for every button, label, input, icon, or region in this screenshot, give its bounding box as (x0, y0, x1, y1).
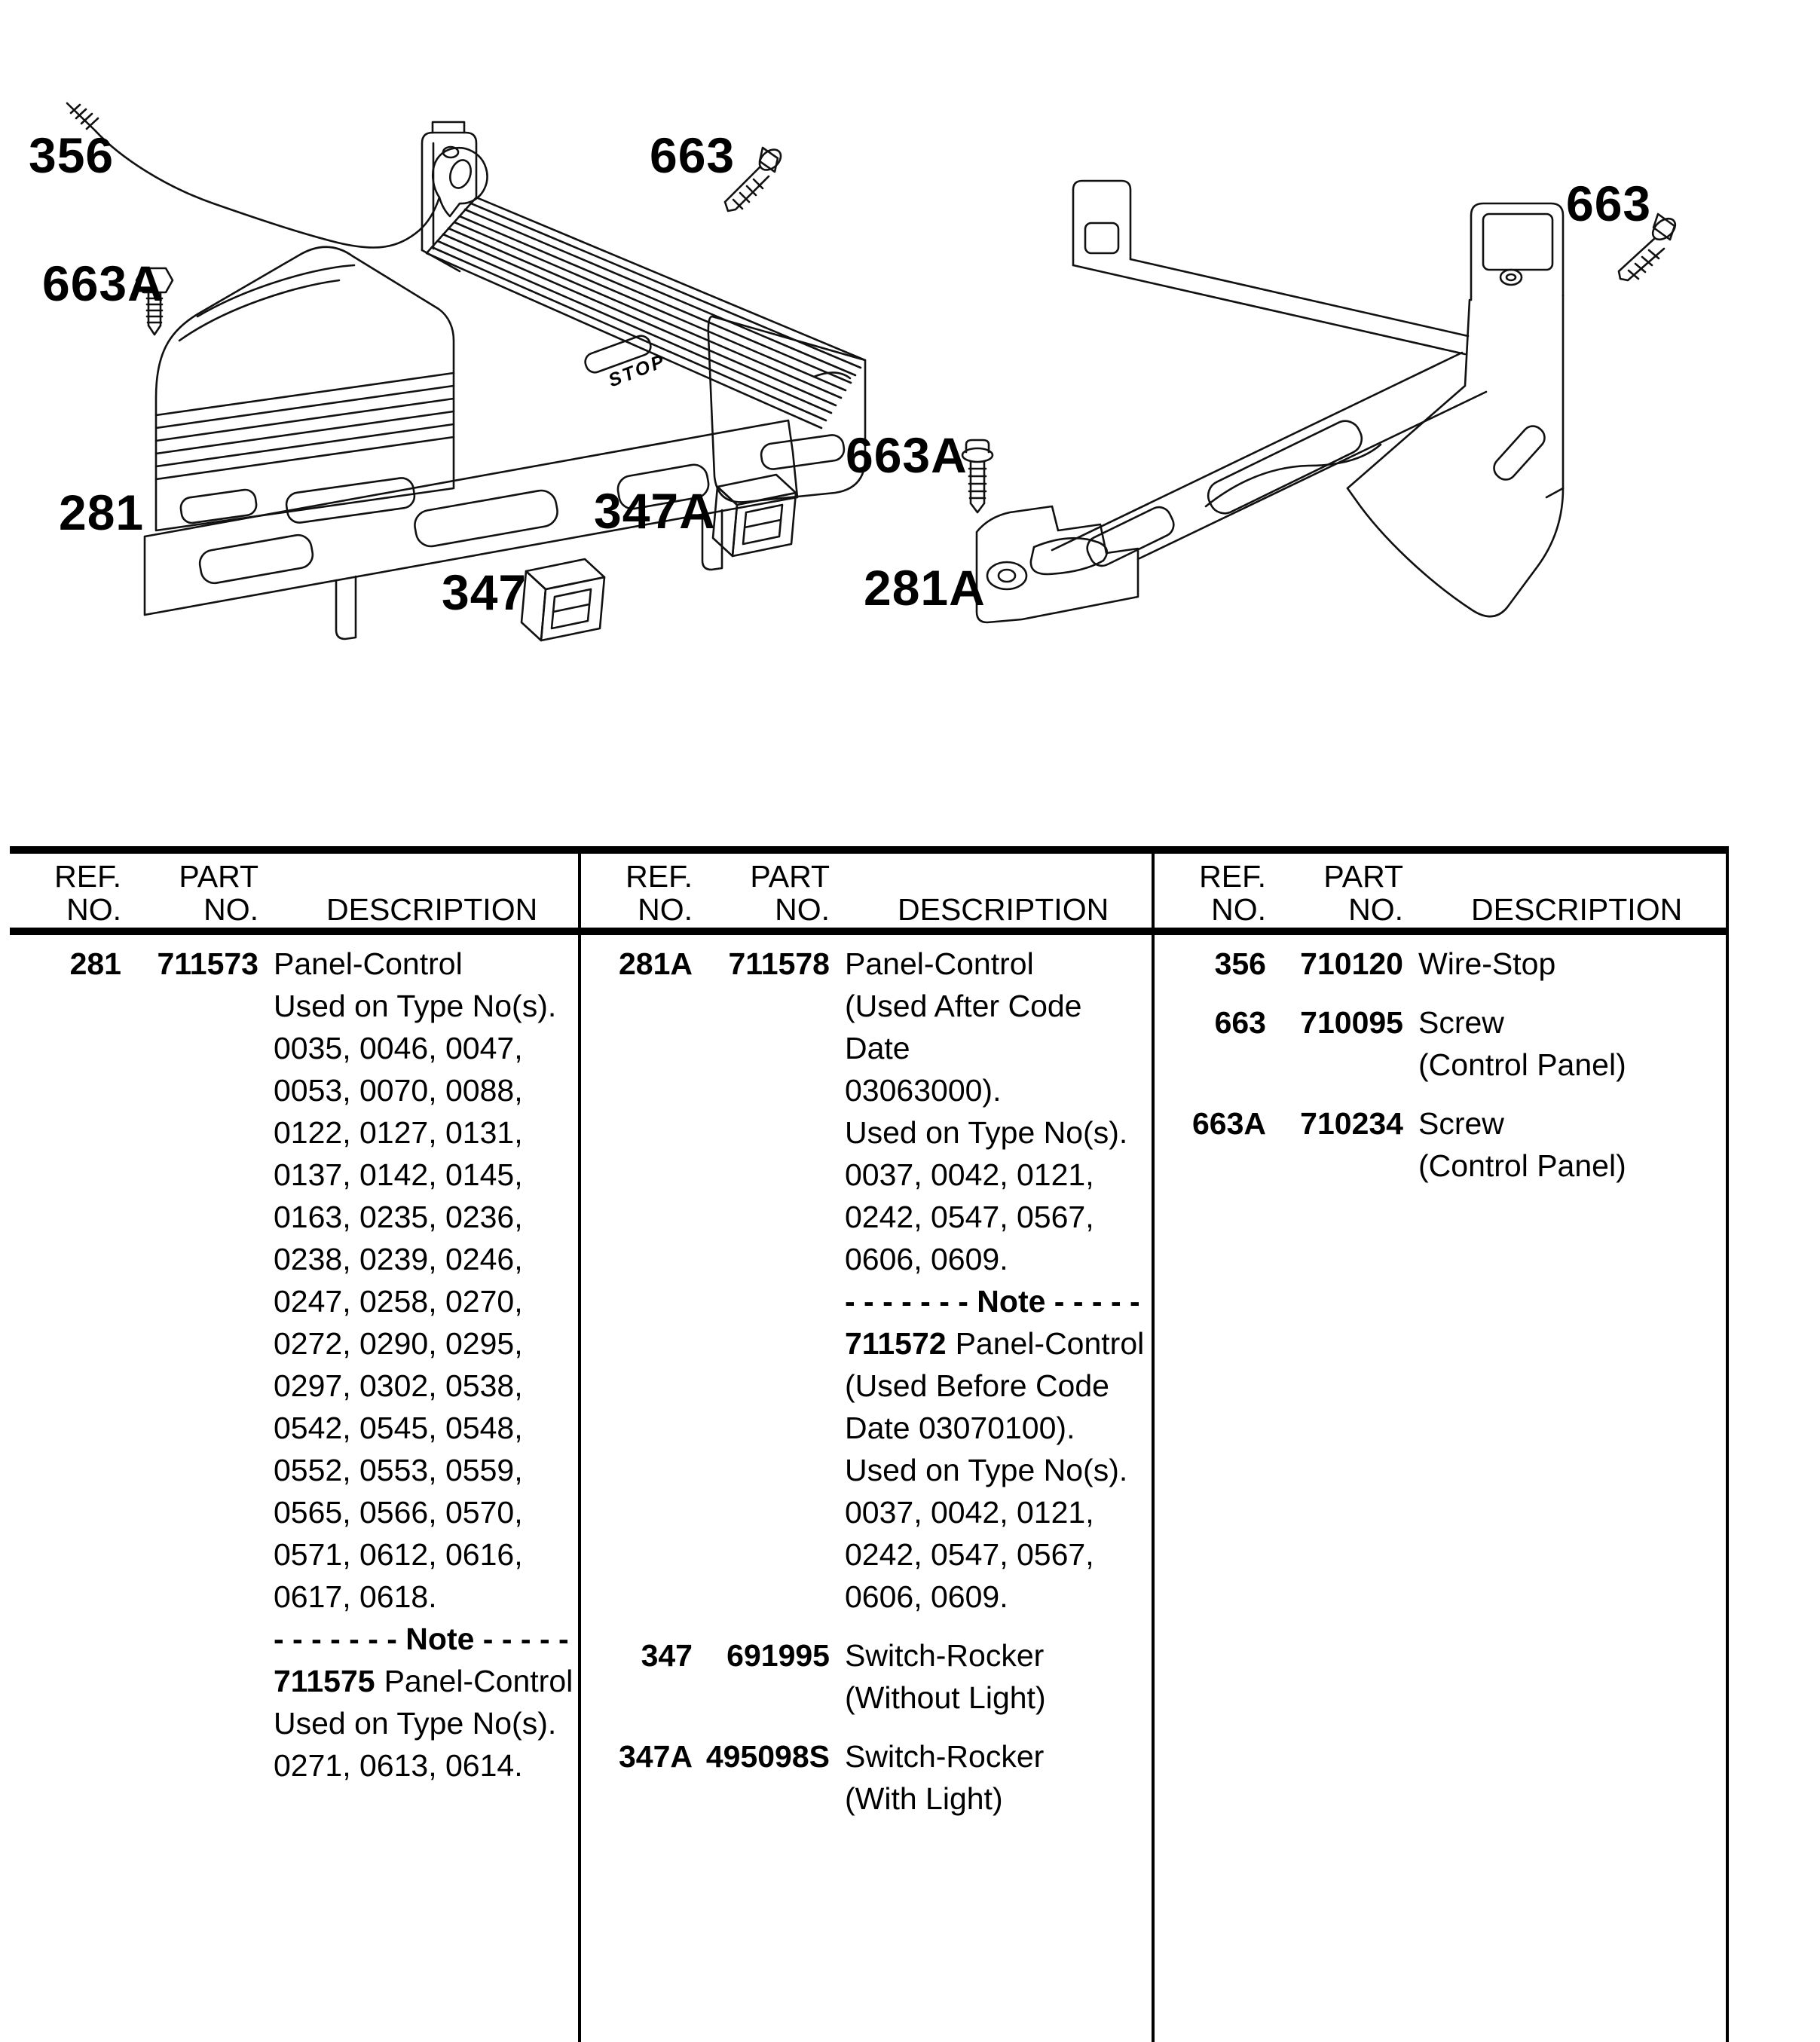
part-no (1266, 1044, 1403, 1086)
description-text: 0053, 0070, 0088, (274, 1073, 523, 1108)
table-row (581, 1154, 1152, 1196)
part-no (121, 1407, 258, 1449)
description-bold: 711572 (845, 1326, 947, 1361)
description (274, 1702, 578, 1744)
part-no-header: NO. (775, 892, 830, 927)
description-text: 0035, 0046, 0047, (274, 1031, 523, 1065)
table-row (10, 985, 578, 1027)
description-text: 0606, 0609. (845, 1242, 1008, 1276)
part-no (693, 1365, 830, 1407)
parts-table-column-1 (10, 854, 581, 2042)
ref-no (10, 1407, 121, 1449)
ref-no: 347 (641, 1638, 693, 1673)
ref-no (581, 1238, 693, 1280)
description (1418, 1001, 1726, 1044)
part-no (693, 1407, 830, 1449)
ref-no (10, 985, 121, 1027)
description-text: Panel-Control (955, 1326, 1145, 1361)
ref-no (10, 1702, 121, 1744)
part-no: 711573 (157, 946, 258, 981)
description-text: 0542, 0545, 0548, (274, 1411, 523, 1445)
parts-table-column-3 (1155, 854, 1729, 2042)
table-row (10, 1280, 578, 1322)
part-no-header: PART (179, 859, 258, 894)
part-no (121, 1744, 258, 1787)
table-row (10, 1449, 578, 1491)
description (845, 1407, 1152, 1449)
ref-no (581, 1491, 693, 1533)
part-no: 691995 (726, 1638, 830, 1673)
description (274, 1154, 578, 1196)
table-row (581, 1322, 1152, 1365)
table-row (581, 1111, 1152, 1154)
ref-no-header: NO. (66, 892, 121, 927)
part-no (693, 1533, 830, 1576)
description-text: Screw (1418, 1106, 1504, 1141)
ref-no (581, 1069, 693, 1111)
ref-no (10, 1449, 121, 1491)
description (845, 943, 1152, 985)
description (274, 1618, 578, 1660)
ref-no (581, 1196, 693, 1238)
ref-no (10, 1196, 121, 1238)
description (274, 1280, 578, 1322)
description-header: DESCRIPTION (326, 892, 538, 927)
column-body (581, 935, 1152, 1820)
table-row (1155, 1001, 1726, 1044)
table-row (581, 1533, 1152, 1576)
table-row (581, 1407, 1152, 1449)
part-no: 495098S (705, 1739, 830, 1774)
part-no: 711578 (728, 946, 830, 981)
part-no (121, 1069, 258, 1111)
description (274, 1238, 578, 1280)
description (1418, 1145, 1726, 1187)
part-no (121, 1322, 258, 1365)
table-row (581, 1576, 1152, 1618)
ref-label-663-right: 663 (1566, 176, 1652, 231)
part-no (121, 1238, 258, 1280)
part-no (693, 1111, 830, 1154)
part-no (121, 1027, 258, 1069)
description-text: 0571, 0612, 0616, (274, 1537, 523, 1572)
part-no (693, 1069, 830, 1111)
description-text: Used on Type No(s). (274, 989, 557, 1023)
description-text: Switch-Rocker (845, 1739, 1045, 1774)
description (845, 1196, 1152, 1238)
description-text: (Without Light) (845, 1680, 1046, 1715)
table-row (10, 1365, 578, 1407)
ref-no-header: REF. (1199, 859, 1266, 894)
description (274, 1449, 578, 1491)
part-no (121, 1618, 258, 1660)
description (845, 1677, 1152, 1719)
ref-no (581, 1280, 693, 1322)
description (845, 1491, 1152, 1533)
part-no (121, 1280, 258, 1322)
control-panel-281a-drawing (1052, 353, 1486, 570)
description (845, 1449, 1152, 1491)
description (845, 1634, 1152, 1677)
part-no (1266, 1145, 1403, 1187)
bracket-281a-drawing (977, 506, 1138, 622)
table-row (581, 1491, 1152, 1533)
table-row (581, 1069, 1152, 1111)
table-row (10, 1196, 578, 1238)
part-no (121, 1702, 258, 1744)
description (274, 1744, 578, 1787)
table-row (581, 943, 1152, 985)
ref-no (1155, 1145, 1266, 1187)
description (1418, 943, 1726, 985)
back-plate-right-drawing (1347, 295, 1563, 616)
table-row (1155, 1145, 1726, 1187)
description-header: DESCRIPTION (898, 892, 1109, 927)
column-header (10, 854, 578, 935)
description (274, 1491, 578, 1533)
description (274, 1660, 578, 1702)
ref-no (1155, 1044, 1266, 1086)
ref-no (581, 1533, 693, 1576)
ref-no-header: NO. (638, 892, 693, 927)
description-text: Date 03070100). (845, 1411, 1075, 1445)
column-header (581, 854, 1152, 935)
ref-label-281: 281 (59, 485, 145, 540)
table-row (581, 1634, 1152, 1677)
ref-no (581, 1154, 693, 1196)
description (845, 1111, 1152, 1154)
ref-no: 663A (1191, 1106, 1266, 1141)
description-text: (Used After Code Date (845, 989, 1082, 1065)
description-text: 0606, 0609. (845, 1579, 1008, 1614)
part-no (693, 1449, 830, 1491)
table-row (10, 1027, 578, 1069)
ref-no (10, 1660, 121, 1702)
description-text: Used on Type No(s). (274, 1706, 557, 1741)
description (274, 1027, 578, 1069)
ref-label-663a-right: 663A (846, 427, 968, 483)
description-text: Panel-Control (845, 946, 1034, 981)
switch-rocker-with-light-drawing (713, 475, 796, 556)
description-text: 0272, 0290, 0295, (274, 1326, 523, 1361)
table-row (10, 1154, 578, 1196)
table-row (581, 1280, 1152, 1322)
description (845, 1533, 1152, 1576)
description-bold: 711575 (274, 1664, 375, 1698)
description (845, 1069, 1152, 1111)
table-row (10, 1322, 578, 1365)
part-no-header: PART (1323, 859, 1403, 894)
part-no: 710120 (1300, 946, 1403, 981)
ref-no-header: NO. (1211, 892, 1266, 927)
part-no-header: PART (750, 859, 830, 894)
part-no (693, 1576, 830, 1618)
part-no (121, 1576, 258, 1618)
description (274, 1111, 578, 1154)
ref-no (581, 1322, 693, 1365)
ref-no (581, 1365, 693, 1407)
ref-no (10, 1322, 121, 1365)
part-no (121, 1533, 258, 1576)
part-no (121, 1196, 258, 1238)
table-row (581, 1778, 1152, 1820)
ref-no (10, 1491, 121, 1533)
table-row (1155, 1102, 1726, 1145)
ref-no (10, 1618, 121, 1660)
ref-no: 281A (618, 946, 693, 981)
ref-no: 356 (1214, 946, 1266, 981)
part-no (693, 1677, 830, 1719)
part-no (693, 1778, 830, 1820)
ref-no: 281 (69, 946, 121, 981)
table-row (581, 985, 1152, 1069)
description-text: 0617, 0618. (274, 1579, 437, 1614)
description-text: Screw (1418, 1005, 1504, 1040)
ref-no (10, 1027, 121, 1069)
description-text: 0247, 0258, 0270, (274, 1284, 523, 1319)
column-body (10, 935, 578, 1787)
description-text: 0565, 0566, 0570, (274, 1495, 523, 1530)
table-row (10, 1491, 578, 1533)
part-no (121, 1660, 258, 1702)
description (845, 1576, 1152, 1618)
ref-no (581, 1111, 693, 1154)
ref-no (581, 1576, 693, 1618)
ref-no: 347A (618, 1739, 693, 1774)
ref-no (581, 1449, 693, 1491)
table-row (581, 1196, 1152, 1238)
table-row (1155, 943, 1726, 985)
description (1418, 1102, 1726, 1145)
part-no (693, 985, 830, 1069)
ref-no (10, 1154, 121, 1196)
part-no (121, 985, 258, 1027)
description (274, 1069, 578, 1111)
description-text: Panel-Control (274, 946, 463, 981)
table-row (10, 1744, 578, 1787)
wire-stop-drawing (67, 103, 487, 248)
description-text: 0238, 0239, 0246, (274, 1242, 523, 1276)
ref-label-356: 356 (29, 127, 115, 183)
table-row (581, 1238, 1152, 1280)
part-no (693, 1491, 830, 1533)
description-text: 0037, 0042, 0121, (845, 1495, 1094, 1530)
ref-no (10, 1111, 121, 1154)
ref-label-347a: 347A (594, 483, 716, 539)
ref-label-281a: 281A (864, 560, 986, 616)
ref-no (581, 1407, 693, 1449)
part-no: 710234 (1300, 1106, 1403, 1141)
ref-no (10, 1533, 121, 1576)
description (1418, 1044, 1726, 1086)
description-text: 03063000). (845, 1073, 1002, 1108)
part-no (121, 1365, 258, 1407)
description-text: 0242, 0547, 0567, (845, 1537, 1094, 1572)
table-row (581, 1365, 1152, 1407)
part-no (693, 1322, 830, 1365)
table-row (10, 943, 578, 985)
table-row (581, 1677, 1152, 1719)
switch-rocker-drawing (522, 559, 604, 640)
ref-no (10, 1069, 121, 1111)
description-text: 0297, 0302, 0538, (274, 1368, 523, 1403)
description-text: 0552, 0553, 0559, (274, 1453, 523, 1487)
ref-no (581, 985, 693, 1069)
description-text: Panel-Control (384, 1664, 574, 1698)
description-bold: - - - - - - - Note - - - - - (845, 1284, 1140, 1319)
part-no (121, 1491, 258, 1533)
table-row (10, 1702, 578, 1744)
ref-no (10, 1744, 121, 1787)
ref-no (10, 1238, 121, 1280)
ref-label-663-left: 663 (650, 127, 736, 183)
description (274, 1196, 578, 1238)
part-no (693, 1238, 830, 1280)
ref-no-header: REF. (54, 859, 121, 894)
description (274, 1576, 578, 1618)
part-no (121, 1154, 258, 1196)
description-text: (Used Before Code (845, 1368, 1109, 1403)
column-body (1155, 935, 1726, 1187)
description-text: (With Light) (845, 1781, 1003, 1816)
description-text: Used on Type No(s). (845, 1115, 1128, 1150)
description (845, 1322, 1152, 1365)
description (845, 985, 1152, 1069)
description (845, 1365, 1152, 1407)
description-text: Switch-Rocker (845, 1638, 1045, 1673)
description (845, 1154, 1152, 1196)
stop-engraving: STOP (605, 350, 669, 392)
description-text: 0037, 0042, 0121, (845, 1157, 1094, 1192)
description (845, 1238, 1152, 1280)
ref-no (10, 1280, 121, 1322)
description-text: 0271, 0613, 0614. (274, 1748, 523, 1783)
column-header (1155, 854, 1726, 935)
table-row (10, 1576, 578, 1618)
table-row (10, 1533, 578, 1576)
part-no: 710095 (1300, 1005, 1403, 1040)
description-text: 0242, 0547, 0567, (845, 1200, 1094, 1234)
description (845, 1280, 1152, 1322)
parts-table-column-2 (581, 854, 1155, 2042)
description (274, 985, 578, 1027)
part-no-header: NO. (1348, 892, 1403, 927)
part-no (693, 1154, 830, 1196)
ref-label-663a-left: 663A (42, 255, 164, 311)
table-row (10, 1069, 578, 1111)
panel-tab-right-drawing (1073, 181, 1468, 354)
description-text: (Control Panel) (1418, 1047, 1626, 1082)
description (274, 1322, 578, 1365)
ref-no-header: REF. (626, 859, 693, 894)
part-no (121, 1449, 258, 1491)
description (274, 943, 578, 985)
description (845, 1735, 1152, 1778)
part-no (693, 1196, 830, 1238)
part-no-header: NO. (203, 892, 258, 927)
description-bold: - - - - - - - Note - - - - - (274, 1622, 569, 1656)
description-text: (Control Panel) (1418, 1148, 1626, 1183)
table-row (10, 1407, 578, 1449)
description-text: 0137, 0142, 0145, (274, 1157, 523, 1192)
description (274, 1365, 578, 1407)
description (845, 1778, 1152, 1820)
ref-no (581, 1778, 693, 1820)
ref-no (10, 1365, 121, 1407)
ref-no (10, 1576, 121, 1618)
part-no (693, 1280, 830, 1322)
ref-no (581, 1677, 693, 1719)
description-text: 0163, 0235, 0236, (274, 1200, 523, 1234)
table-row (10, 1111, 578, 1154)
table-row (581, 1449, 1152, 1491)
part-no (121, 1111, 258, 1154)
ref-no: 663 (1214, 1005, 1266, 1040)
table-row (1155, 1044, 1726, 1086)
table-row (10, 1618, 578, 1660)
parts-table (10, 846, 1729, 2042)
table-row (10, 1660, 578, 1702)
louvered-panel-drawing (427, 197, 865, 502)
description-text: 0122, 0127, 0131, (274, 1115, 523, 1150)
ref-label-347: 347 (442, 564, 528, 620)
description-header: DESCRIPTION (1471, 892, 1683, 927)
table-row (581, 1735, 1152, 1778)
table-row (10, 1238, 578, 1280)
description (274, 1533, 578, 1576)
description-text: Used on Type No(s). (845, 1453, 1128, 1487)
description (274, 1407, 578, 1449)
panel-cap-right-drawing (1471, 203, 1563, 300)
description-text: Wire-Stop (1418, 946, 1556, 981)
